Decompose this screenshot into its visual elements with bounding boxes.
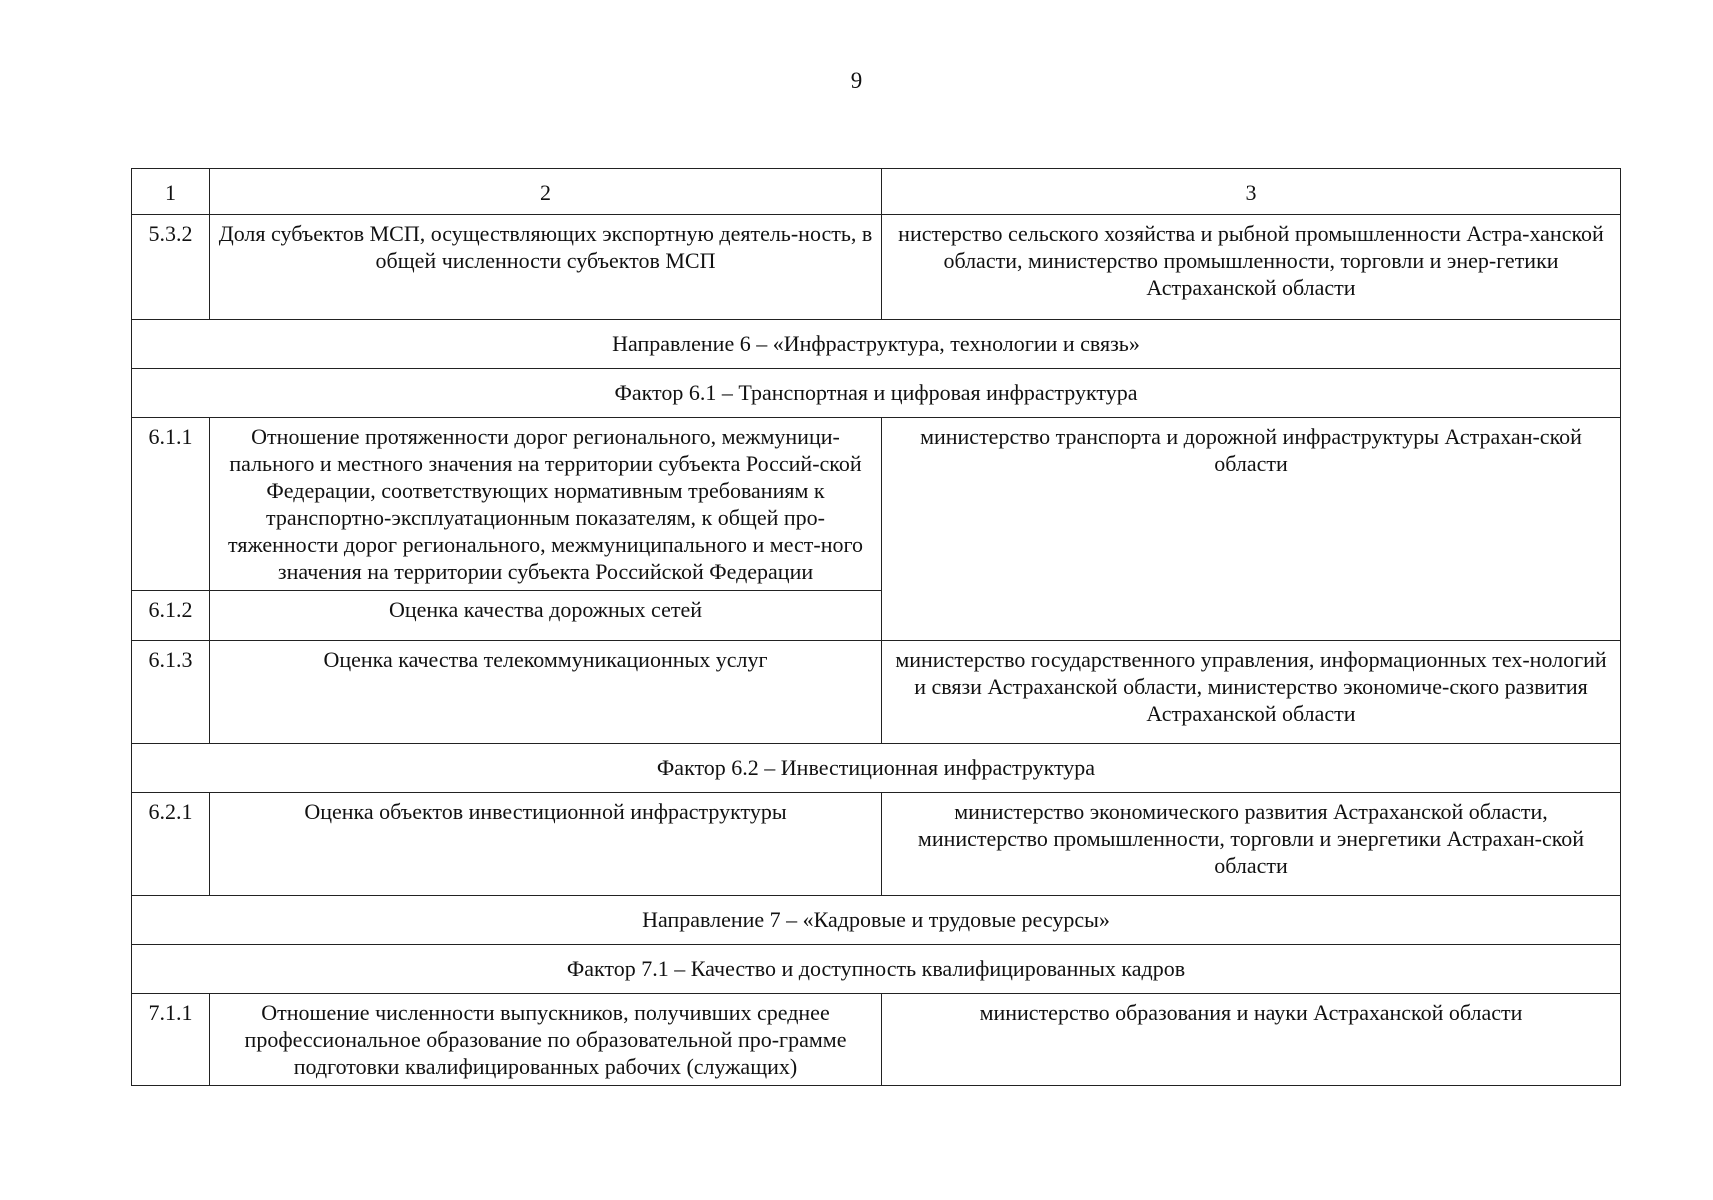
factor-row: [132, 369, 1621, 418]
responsible-cell: министерство экономического развития Астраханской области, министерство промышленности, торговли и энергетики Астрахан-ской области: [882, 793, 1621, 896]
row-number: 7.1.1: [132, 994, 210, 1086]
table-row: [132, 994, 1621, 1086]
row-number: 6.2.1: [132, 793, 210, 896]
row-number: 6.1.2: [132, 591, 210, 641]
indicator-cell: Оценка объектов инвестиционной инфраструктуры: [210, 793, 882, 896]
table-row: [132, 418, 1621, 591]
row-number: 5.3.2: [132, 215, 210, 320]
responsible-cell: министерство образования и науки Астраханской области: [882, 994, 1621, 1086]
indicators-table: [131, 168, 1621, 1086]
factor-row: [132, 744, 1621, 793]
responsible-cell: нистерство сельского хозяйства и рыбной промышленности Астра-ханской области, министерство промышленности, торговли и энер-гетики Астраханской области: [882, 215, 1621, 320]
indicator-cell: Доля субъектов МСП, осуществляющих экспортную деятель-ность, в общей численности субъектов МСП: [210, 215, 882, 320]
page-number: 9: [850, 68, 863, 93]
indicator-cell: Оценка качества дорожных сетей: [210, 591, 882, 641]
direction-row: [132, 896, 1621, 945]
indicator-cell: Отношение протяженности дорог регионального, межмуници-пального и местного значения на территории субъекта Россий-ской Федерации, соответствующих нормативным требованиям к транспортно-эксплуатационным показателям, к общей про-тяженности дорог регионального, межмуниципального и мест-ного значения на территории субъекта Российской Федерации: [210, 418, 882, 591]
direction-heading: Направление 6 – «Инфраструктура, технологии и связь»: [132, 320, 1621, 369]
factor-heading: Фактор 6.2 – Инвестиционная инфраструктура: [132, 744, 1621, 793]
row-number: 6.1.1: [132, 418, 210, 591]
responsible-cell: министерство транспорта и дорожной инфраструктуры Астрахан-ской области: [882, 418, 1621, 641]
direction-heading: Направление 7 – «Кадровые и трудовые ресурсы»: [132, 896, 1621, 945]
responsible-cell: министерство государственного управления, информационных тех-нологий и связи Астраханской области, министерство экономиче-ского развития Астраханской области: [882, 641, 1621, 744]
column-header-3: 3: [882, 169, 1621, 215]
direction-row: [132, 320, 1621, 369]
indicator-cell: Оценка качества телекоммуникационных услуг: [210, 641, 882, 744]
row-number: 6.1.3: [132, 641, 210, 744]
table-header-row: [132, 169, 1621, 215]
table-row: [132, 793, 1621, 896]
column-header-1: 1: [132, 169, 210, 215]
indicator-cell: Отношение численности выпускников, получивших среднее профессиональное образование по образовательной про-грамме подготовки квалифицированных рабочих (служащих): [210, 994, 882, 1086]
table-row: [132, 215, 1621, 320]
factor-heading: Фактор 7.1 – Качество и доступность квалифицированных кадров: [132, 945, 1621, 994]
table-row: [132, 641, 1621, 744]
column-header-2: 2: [210, 169, 882, 215]
factor-heading: Фактор 6.1 – Транспортная и цифровая инфраструктура: [132, 369, 1621, 418]
factor-row: [132, 945, 1621, 994]
